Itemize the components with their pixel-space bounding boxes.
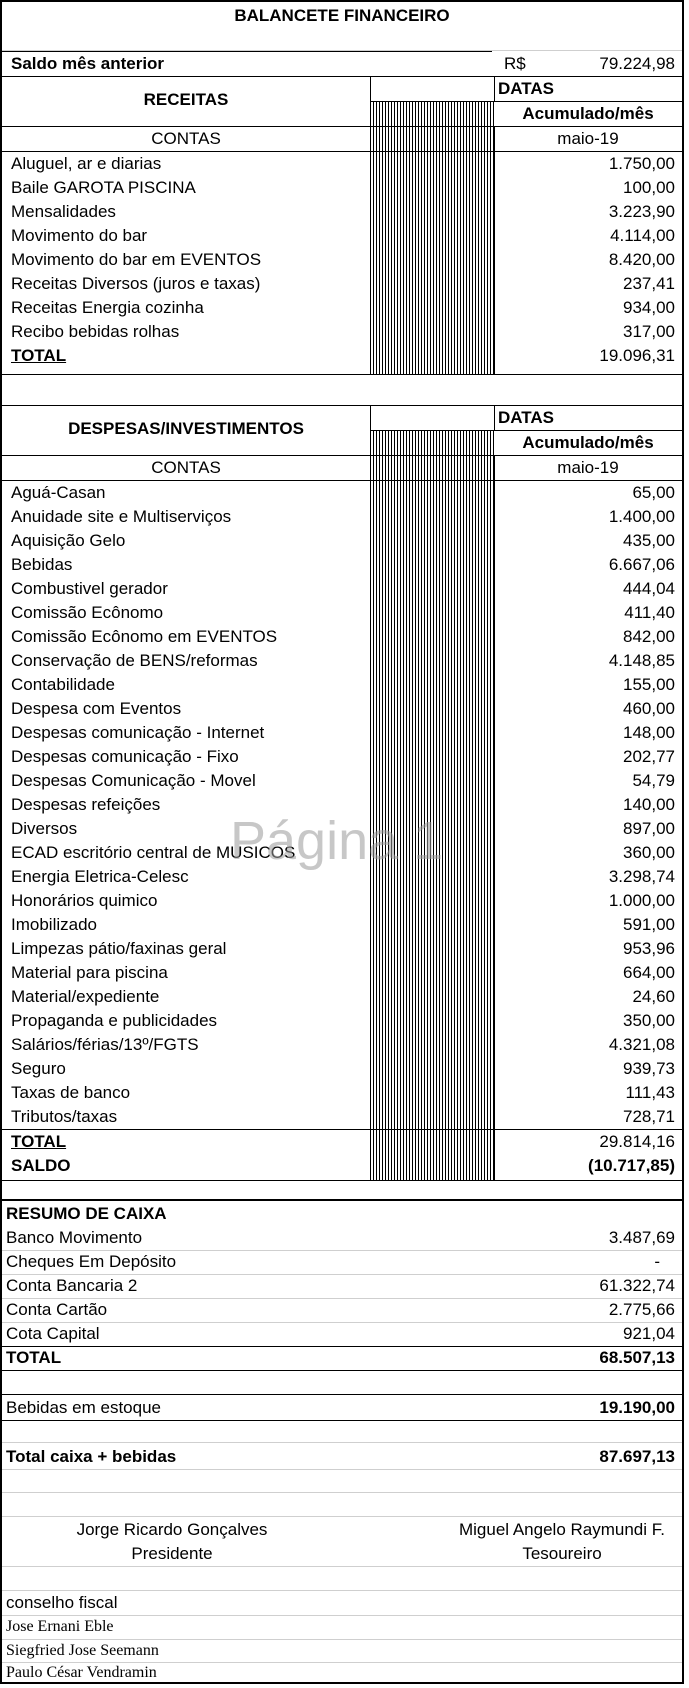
item-label: Limpezas pátio/faxinas geral [11, 939, 227, 958]
item-value: 54,79 [632, 771, 675, 790]
item-label: Taxas de banco [11, 1083, 131, 1102]
page-title: BALANCETE FINANCEIRO [234, 6, 450, 25]
despesas-contas-label: CONTAS [151, 458, 221, 477]
item-label: Diversos [11, 819, 78, 838]
item-value: 939,73 [623, 1059, 675, 1078]
item-value: 100,00 [623, 178, 675, 197]
divider [2, 1492, 682, 1493]
item-value: 591,00 [623, 915, 675, 934]
item-label: Material para piscina [11, 963, 168, 982]
item-label: Mensalidades [11, 202, 116, 221]
conselho-heading: conselho fiscal [6, 1593, 118, 1612]
despesas-datas-label: DATAS [497, 408, 555, 427]
item-label: Conta Bancaria 2 [6, 1276, 138, 1295]
divider [2, 1469, 682, 1470]
item-label: Comissão Ecônomo [11, 603, 164, 622]
conselho-member: Siegfried Jose Seemann [6, 1642, 159, 1659]
divider [2, 1420, 682, 1421]
divider [370, 405, 371, 1180]
total-label: TOTAL [11, 346, 67, 365]
item-label: Despesas comunicação - Fixo [11, 747, 239, 766]
saldo-value: (10.717,85) [588, 1156, 675, 1175]
item-value: 148,00 [623, 723, 675, 742]
receitas-contas-label: CONTAS [151, 129, 221, 148]
despesas-heading: DESPESAS/INVESTIMENTOS [68, 419, 304, 438]
item-label: Anuidade site e Multiserviços [11, 507, 232, 526]
item-value: 6.667,06 [608, 555, 675, 574]
item-label: Receitas Energia cozinha [11, 298, 204, 317]
divider [2, 374, 682, 375]
item-value: 1.400,00 [608, 507, 675, 526]
item-value: 3.223,90 [608, 202, 675, 221]
item-label: Imobilizado [11, 915, 97, 934]
divider [2, 1322, 682, 1323]
item-value: 2.775,66 [608, 1300, 675, 1319]
item-label: Despesas comunicação - Internet [11, 723, 265, 742]
item-value: 350,00 [623, 1011, 675, 1030]
saldo-label: SALDO [11, 1156, 71, 1175]
item-value: - [654, 1252, 660, 1271]
total-caixa-value: 87.697,13 [599, 1447, 675, 1466]
item-value: 202,77 [623, 747, 675, 766]
item-label: Aluguel, ar e diarias [11, 154, 162, 173]
divider [370, 76, 371, 374]
item-value: 3.298,74 [608, 867, 675, 886]
item-value: 3.487,69 [608, 1228, 675, 1247]
resumo-heading: RESUMO DE CAIXA [6, 1204, 167, 1223]
total-label: TOTAL [11, 1132, 67, 1151]
item-label: Despesa com Eventos [11, 699, 182, 718]
despesas-periodo: maio-19 [557, 458, 619, 477]
receitas-acumulado-label: Acumulado/mês [494, 102, 682, 126]
item-label: ECAD escritório central de MUSICOS [11, 843, 296, 862]
divider [2, 1566, 682, 1567]
item-value: 897,00 [623, 819, 675, 838]
item-value: 411,40 [624, 603, 675, 622]
item-label: Bebidas [11, 555, 73, 574]
item-label: Banco Movimento [6, 1228, 143, 1247]
item-label: Despesas refeições [11, 795, 161, 814]
signature-left-name: Jorge Ricardo Gonçalves [76, 1520, 268, 1539]
item-label: Aquisição Gelo [11, 531, 126, 550]
item-label: Cheques Em Depósito [6, 1252, 177, 1271]
item-label: Tributos/taxas [11, 1107, 118, 1126]
item-value: 65,00 [632, 483, 675, 502]
item-label: Material/expediente [11, 987, 160, 1006]
total-value: 19.096,31 [599, 346, 675, 365]
item-label: Recibo bebidas rolhas [11, 322, 180, 341]
item-label: Conta Cartão [6, 1300, 108, 1319]
divider [2, 1199, 682, 1201]
item-label: Receitas Diversos (juros e taxas) [11, 274, 261, 293]
divider [2, 1370, 682, 1371]
item-value: 435,00 [623, 531, 675, 550]
bebidas-estoque-value: 19.190,00 [599, 1398, 675, 1417]
item-label: Movimento do bar [11, 226, 148, 245]
signature-left-role: Presidente [131, 1544, 213, 1563]
item-label: Seguro [11, 1059, 66, 1078]
item-value: 664,00 [623, 963, 675, 982]
item-value: 444,04 [623, 579, 675, 598]
item-label: Aguá-Casan [11, 483, 106, 502]
total-caixa-label: Total caixa + bebidas [6, 1447, 177, 1466]
total-value: 29.814,16 [599, 1132, 675, 1151]
divider [494, 405, 495, 1180]
despesas-acumulado-label: Acumulado/mês [494, 431, 682, 455]
item-label: Movimento do bar em EVENTOS [11, 250, 262, 269]
divider [2, 1346, 682, 1347]
currency-label: R$ [504, 54, 526, 73]
conselho-member: Paulo César Vendramin [6, 1664, 157, 1681]
item-value: 155,00 [623, 675, 675, 694]
hatch-column [370, 430, 494, 1180]
item-value: 140,00 [623, 795, 675, 814]
page-watermark: Página 1 [230, 811, 444, 871]
item-value: 728,71 [623, 1107, 675, 1126]
item-value: 360,00 [623, 843, 675, 862]
item-value: 934,00 [623, 298, 675, 317]
divider [2, 1129, 682, 1130]
item-label: Conservação de BENS/reformas [11, 651, 258, 670]
item-value: 4.114,00 [610, 226, 675, 245]
item-value: 4.148,85 [608, 651, 675, 670]
item-label: Cota Capital [6, 1324, 100, 1343]
item-label: Comissão Ecônomo em EVENTOS [11, 627, 278, 646]
item-value: 842,00 [623, 627, 675, 646]
item-value: 8.420,00 [608, 250, 675, 269]
conselho-member: Jose Ernani Eble [6, 1618, 114, 1635]
item-label: Baile GAROTA PISCINA [11, 178, 196, 197]
item-value: 61.322,74 [599, 1276, 675, 1295]
saldo-anterior-label: Saldo mês anterior [11, 54, 165, 73]
item-value: 317,00 [623, 322, 675, 341]
signature-right-name: Miguel Angelo Raymundi F. [458, 1520, 665, 1539]
total-label: TOTAL [6, 1348, 62, 1367]
divider [2, 1394, 682, 1395]
item-value: 921,04 [623, 1324, 675, 1343]
divider [2, 1180, 682, 1181]
bebidas-estoque-label: Bebidas em estoque [6, 1398, 161, 1417]
item-value: 24,60 [632, 987, 675, 1006]
item-label: Honorários quimico [11, 891, 158, 910]
receitas-periodo: maio-19 [557, 129, 619, 148]
receitas-heading: RECEITAS [143, 90, 229, 109]
item-value: 460,00 [623, 699, 675, 718]
receitas-datas-label: DATAS [497, 79, 555, 98]
item-label: Salários/férias/13º/FGTS [11, 1035, 199, 1054]
item-label: Contabilidade [11, 675, 115, 694]
item-value: 1.750,00 [608, 154, 675, 173]
hatch-column [370, 102, 494, 374]
saldo-anterior-value: 79.224,98 [599, 54, 675, 73]
item-label: Propaganda e publicidades [11, 1011, 218, 1030]
divider [2, 51, 492, 52]
signature-right-role: Tesoureiro [522, 1544, 602, 1563]
item-value: 111,43 [625, 1083, 675, 1102]
item-value: 237,41 [623, 274, 675, 293]
item-label: Combustivel gerador [11, 579, 168, 598]
item-value: 4.321,08 [608, 1035, 675, 1054]
divider [2, 1516, 682, 1517]
item-value: 1.000,00 [608, 891, 675, 910]
item-label: Despesas Comunicação - Movel [11, 771, 256, 790]
item-label: Energia Eletrica-Celesc [11, 867, 189, 886]
divider [2, 1442, 682, 1443]
item-value: 953,96 [623, 939, 675, 958]
total-value: 68.507,13 [599, 1348, 675, 1367]
